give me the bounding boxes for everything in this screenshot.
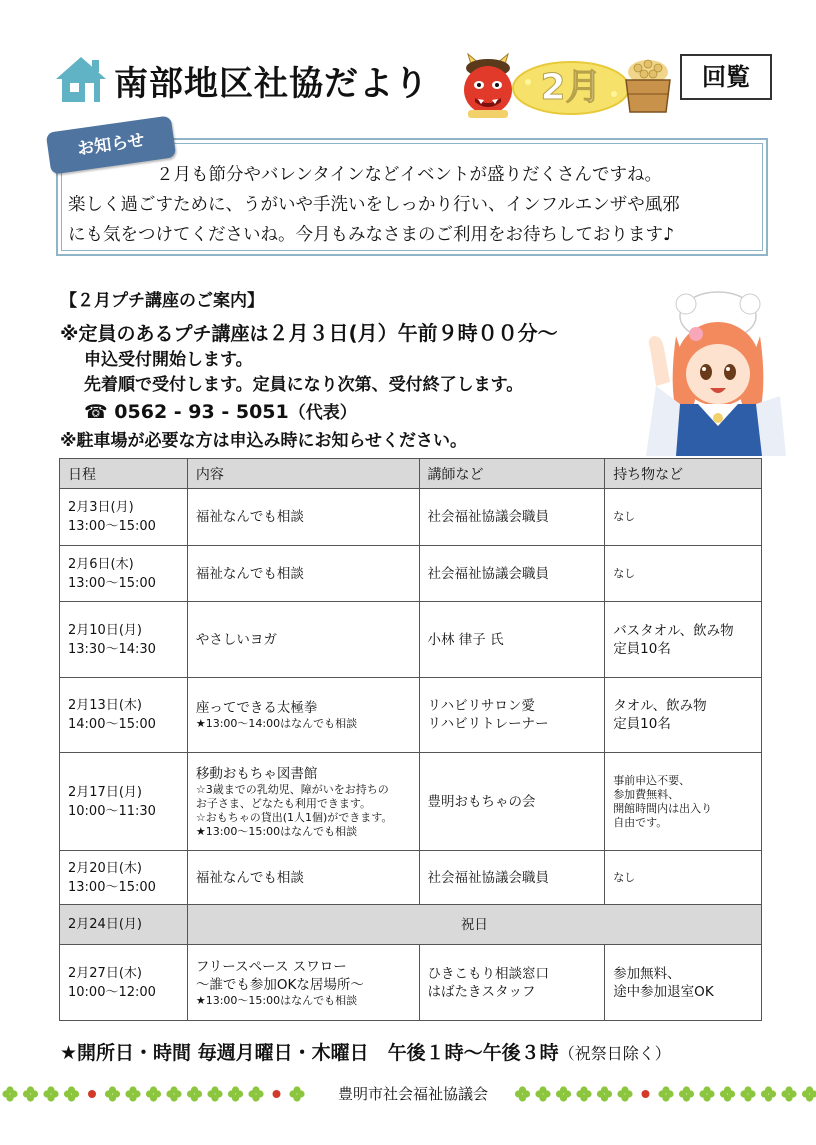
mascot-illustration bbox=[636, 286, 786, 456]
date: 2月10日(月) bbox=[68, 622, 142, 638]
items-text: なし bbox=[613, 870, 636, 884]
content-note: ★13:00～14:00はなんでも相談 bbox=[195, 717, 358, 730]
house-icon bbox=[54, 54, 108, 104]
content-note: ★13:00～15:00はなんでも相談 bbox=[195, 993, 358, 1007]
content-note: お子さま、どなたも利用できます。 bbox=[195, 796, 371, 810]
teacher-cell: 社会福祉協議会職員 bbox=[419, 489, 605, 546]
clover-icon bbox=[146, 1086, 161, 1101]
phone-line bbox=[60, 398, 660, 427]
items-cell bbox=[605, 678, 762, 753]
course-info-start bbox=[60, 319, 660, 348]
clover-icon bbox=[125, 1086, 140, 1101]
table-row bbox=[60, 851, 762, 905]
holiday-cell: 祝日 bbox=[187, 905, 761, 945]
time: 13:00～15:00 bbox=[68, 519, 156, 534]
clover-icon bbox=[597, 1086, 612, 1101]
table-row bbox=[60, 602, 762, 678]
clover-icon bbox=[658, 1086, 673, 1101]
clover-icon bbox=[720, 1086, 735, 1101]
content-subtitle: ～誰でも参加OKな居場所～ bbox=[195, 976, 364, 993]
clover-icon bbox=[761, 1086, 776, 1101]
items-text: タオル、飲み物 bbox=[613, 698, 707, 714]
clover-icon bbox=[802, 1086, 816, 1101]
content-cell bbox=[187, 678, 419, 753]
items-cell bbox=[605, 546, 762, 602]
clover-icon bbox=[515, 1086, 530, 1101]
content-title: フリースペース スワロー bbox=[195, 958, 347, 975]
clover-icon bbox=[248, 1086, 263, 1101]
notice-text bbox=[68, 160, 758, 250]
teacher-text: はばたきスタッフ bbox=[427, 983, 536, 1000]
notice-line: 楽しく過ごすために、うがいや手洗いをしっかり行い、インフルエンザや風邪 bbox=[68, 195, 680, 215]
teacher-cell: 社会福祉協議会職員 bbox=[419, 546, 605, 602]
date: 2月27日(木) bbox=[68, 965, 142, 981]
content-cell: 福祉なんでも相談 bbox=[187, 546, 419, 602]
opening-hours-note: （祝祭日除く） bbox=[558, 1044, 671, 1063]
date: 2月17日(月) bbox=[68, 784, 142, 800]
items-cell bbox=[605, 851, 762, 905]
phone-icon: ☎ bbox=[84, 401, 108, 423]
items-text: なし bbox=[613, 566, 636, 580]
content-cell bbox=[187, 753, 419, 851]
table-row bbox=[60, 945, 762, 1021]
clover-icon bbox=[740, 1086, 755, 1101]
date-cell bbox=[60, 851, 188, 905]
table-row bbox=[60, 489, 762, 546]
teacher-cell: 社会福祉協議会職員 bbox=[419, 851, 605, 905]
date-cell bbox=[60, 753, 188, 851]
date-cell bbox=[60, 489, 188, 546]
teacher-cell: 小林 律子 氏 bbox=[419, 602, 605, 678]
date-cell bbox=[60, 602, 188, 678]
clover-icon bbox=[576, 1086, 591, 1101]
items-text: 途中参加退室OK bbox=[613, 983, 714, 1000]
date-cell bbox=[60, 678, 188, 753]
ladybug-icon bbox=[88, 1090, 96, 1098]
clover-icon bbox=[207, 1086, 222, 1101]
teacher-cell bbox=[419, 945, 605, 1021]
clover-icon bbox=[228, 1086, 243, 1101]
clover-icon bbox=[187, 1086, 202, 1101]
table-row bbox=[60, 753, 762, 851]
clover-icon bbox=[781, 1086, 796, 1101]
phone-number: 0562 - 93 - 5051 bbox=[114, 401, 289, 423]
opening-hours bbox=[60, 1038, 671, 1065]
schedule-table bbox=[59, 458, 762, 1021]
opening-hours-value: 毎週月曜日・木曜日 午後１時～午後３時 bbox=[197, 1042, 559, 1064]
items-text: 参加費無料、 bbox=[613, 787, 680, 801]
date-cell bbox=[60, 945, 188, 1021]
clover-icon bbox=[2, 1086, 17, 1101]
clover-icon bbox=[699, 1086, 714, 1101]
parking-note: ※駐車場が必要な方は申込み時にお知らせください。 bbox=[60, 431, 468, 451]
clover-icon bbox=[23, 1086, 38, 1101]
oni-icon bbox=[458, 52, 518, 118]
items-cell bbox=[605, 602, 762, 678]
opening-hours-label: ★開所日・時間 bbox=[60, 1042, 192, 1064]
content-note: ★13:00～15:00はなんでも相談 bbox=[195, 824, 358, 838]
teacher-text: ひきこもり相談窓口 bbox=[427, 965, 549, 982]
notice-line: ２月も節分やバレンタインなどイベントが盛りだくさんですね。 bbox=[156, 165, 663, 185]
time: 10:00～12:00 bbox=[68, 984, 156, 1000]
course-info-start-date: ２月３日(月）午前９時００分～ bbox=[268, 321, 558, 345]
teacher-cell: 豊明おもちゃの会 bbox=[419, 753, 605, 851]
items-cell bbox=[605, 945, 762, 1021]
time: 14:00～15:00 bbox=[68, 717, 156, 732]
clover-icon bbox=[105, 1086, 120, 1101]
items-cell bbox=[605, 489, 762, 546]
column-header: 持ち物など bbox=[605, 459, 762, 489]
content-cell: 福祉なんでも相談 bbox=[187, 851, 419, 905]
teacher-text: リハビリサロン愛 bbox=[427, 698, 535, 714]
column-header: 内容 bbox=[187, 459, 419, 489]
organization-name: 豊明市社会福祉協議会 bbox=[318, 1080, 508, 1108]
ladybug-icon bbox=[642, 1090, 650, 1098]
table-row-holiday bbox=[60, 905, 762, 945]
items-text: 参加無料、 bbox=[613, 965, 681, 982]
course-info bbox=[60, 286, 660, 455]
clover-icon bbox=[556, 1086, 571, 1101]
teacher-cell bbox=[419, 678, 605, 753]
page-title: 南部地区社協だより bbox=[114, 64, 429, 104]
month-label: 2月 bbox=[540, 67, 602, 108]
time: 10:00～11:30 bbox=[68, 803, 156, 819]
teacher-text: リハビリトレーナー bbox=[427, 716, 549, 732]
items-text: バスタオル、飲み物 bbox=[613, 622, 734, 639]
items-text: 定員10名 bbox=[613, 716, 671, 732]
time: 13:30～14:30 bbox=[68, 641, 156, 657]
bean-box-icon bbox=[622, 54, 674, 114]
time: 13:00～15:00 bbox=[68, 879, 156, 895]
items-text: なし bbox=[613, 510, 636, 523]
content-title: 座ってできる太極拳 bbox=[195, 700, 318, 716]
table-header-row bbox=[60, 459, 762, 489]
time: 13:00～15:00 bbox=[68, 575, 156, 591]
clover-icon bbox=[43, 1086, 58, 1101]
course-info-start-prefix: ※定員のあるプチ講座は bbox=[60, 323, 269, 345]
content-cell: やさしいヨガ bbox=[187, 602, 419, 678]
content-note: ☆おもちゃの貸出(1人1個)ができます。 bbox=[195, 810, 393, 824]
table-row bbox=[60, 546, 762, 602]
items-text: 開館時間内は出入り bbox=[613, 801, 713, 815]
phone-note: （代表） bbox=[288, 403, 357, 423]
content-cell: 福祉なんでも相談 bbox=[187, 489, 419, 546]
column-header: 日程 bbox=[60, 459, 188, 489]
header bbox=[48, 50, 778, 120]
clover-icon bbox=[166, 1086, 181, 1101]
items-text: 自由です。 bbox=[613, 815, 668, 829]
clover-icon bbox=[535, 1086, 550, 1101]
clover-icon bbox=[617, 1086, 632, 1101]
items-cell bbox=[605, 753, 762, 851]
date: 2月6日(木) bbox=[68, 556, 134, 572]
content-note: ☆3歳までの乳幼児、障がいをお持ちの bbox=[195, 782, 389, 796]
content-cell bbox=[187, 945, 419, 1021]
date: 2月3日(月) bbox=[68, 500, 134, 515]
items-text: 事前申込不要、 bbox=[613, 773, 691, 787]
clover-icon bbox=[64, 1086, 79, 1101]
date: 2月20日(木) bbox=[68, 860, 142, 876]
kairan-label: 回覧 bbox=[680, 54, 772, 100]
clover-icon bbox=[679, 1086, 694, 1101]
notice-line: にも気をつけてくださいね。今月もみなさまのご利用をお待ちしております♪ bbox=[68, 225, 675, 245]
ladybug-icon bbox=[273, 1090, 281, 1098]
course-info-title: 【２月プチ講座のご案内】 bbox=[60, 291, 264, 311]
date-cell bbox=[60, 546, 188, 602]
content-title: 移動おもちゃ図書館 bbox=[195, 765, 318, 782]
date: 2月13日(木) bbox=[68, 698, 142, 713]
table-row bbox=[60, 678, 762, 753]
course-info-line: 申込受付開始します。 bbox=[84, 350, 253, 370]
notice-tab: お知らせ bbox=[46, 115, 177, 174]
clover-icon bbox=[289, 1086, 304, 1101]
date-cell: 2月24日(月) bbox=[60, 905, 188, 945]
course-info-line: 先着順で受付します。定員になり次第、受付終了します。 bbox=[84, 375, 524, 395]
items-text: 定員10名 bbox=[613, 640, 671, 657]
column-header: 講師など bbox=[419, 459, 605, 489]
